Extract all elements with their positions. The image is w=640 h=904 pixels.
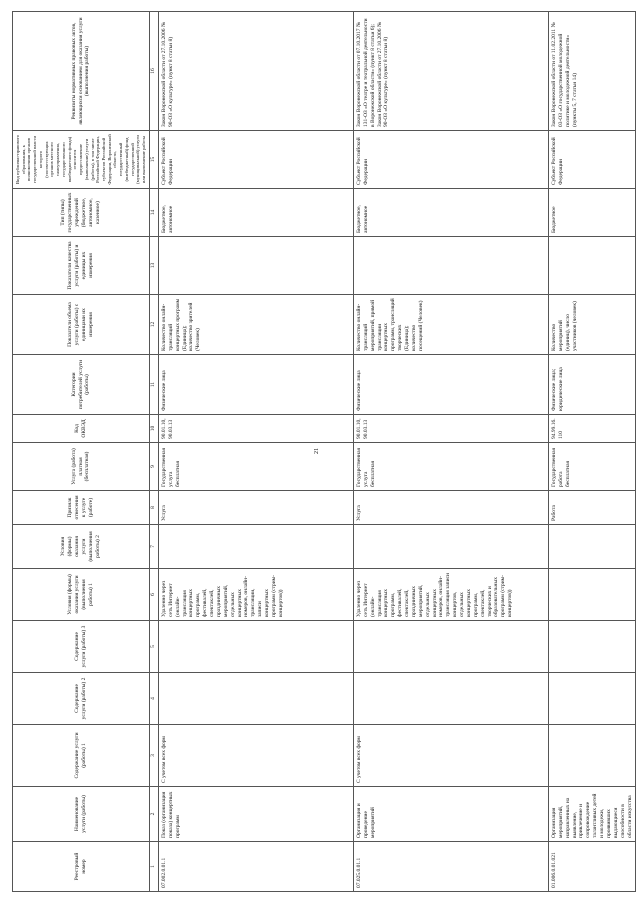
content-2 [353,673,548,725]
service-type: Работа [548,491,636,525]
consumer-category: Физические лица; юридические лица [548,355,636,415]
column-number: 3 [149,725,158,787]
column-number: 10 [149,415,158,443]
header-cell: Наименование услуги (работы) [13,787,150,842]
header-row [13,12,150,892]
column-number: 15 [149,131,158,189]
volume-indicators: Количество онлайн-трансляций концертных программ (Единица); количество зрителей (Человек) [158,295,353,355]
header-cell: Показатели объема услуги (работы) с единицами их измерения [13,295,150,355]
content-1 [548,725,636,787]
consumer-category: Физические лица [353,355,548,415]
condition-1 [548,569,636,621]
registry-number: 07.025.0.01.1 [353,842,548,892]
header-cell: Содержание услуги (работы) 1 [13,725,150,787]
legal-basis: Закон Воронежской области от 27.10.2006 № 90-ОЗ «О культуре» (пункт 8 статьи 8) [158,12,353,131]
table-row [353,12,548,892]
header-cell: Реестровый номер [13,842,150,892]
column-number: 9 [149,443,158,491]
column-number: 11 [149,355,158,415]
condition-1: Удаленно через сеть Интернет (онлайн-трансляция концертных программ, фестивалей, спектаклей, праздничных мероприятий, отдельных концертных номеров, онлайн-трансляции, записи концертных программ (стрим-концертов)) [158,569,353,621]
content-1: С учетом всех форм [158,725,353,787]
condition-2 [548,525,636,569]
condition-1: Удаленно через сеть Интернет (онлайн-трансляция концертных программ, фестивалей, спектаклей, праздничных мероприятий, отдельных концертных номеров, онлайн-трансляция записи концертов, отдельных концертных программ, спектаклей, творческих и образовательных программ (стрим-концертов)) [353,569,548,621]
column-number: 1 [149,842,158,892]
landscape-table-container [12,12,633,892]
condition-2 [158,525,353,569]
paid-free: Государственная работа бесплатная [548,443,636,491]
column-number: 5 [149,621,158,673]
service-name: Организация мероприятий, направленных на выявление, привлечение и сопровождение талантливых детей и молодежи, проявивших выдающиеся способности в области искусства [548,787,636,842]
header-cell: Показатели качества услуги (работы) и единицы их измерения [13,237,150,295]
page-number: 21 [314,448,320,454]
paid-free: Государственная услуга бесплатная [353,443,548,491]
registry-number: 01.006.0.01.021 [548,842,636,892]
header-cell: Содержание услуги (работы) 2 [13,673,150,725]
content-2 [548,673,636,725]
header-cell: Тип (типы) государственных учреждений (бюджетное, автономное, казенное) [13,189,150,237]
header-cell: Вид публично-правового образования, к полномочиям органов государственной власти которого (соответствующих органов местного самоуправления, государственного внебюджетного фонда) относится предоставление (выполнение) услуги (работы), в том числе Российской Федерации, субъектов Российской Федерации, Воронежской области, государственный (внебюджетный) фонд государственной (муниципальной) услуги или выполнение работы [13,131,150,189]
paid-free: Государственная услуга бесплатная [158,443,353,491]
column-number: 14 [149,189,158,237]
volume-indicators: Количество мероприятий (единиц), число участников (человек) [548,295,636,355]
consumer-category: Физические лица [158,355,353,415]
table-row [548,12,636,892]
authority-level: Субъект Российской Федерации [353,131,548,189]
column-number-row [149,12,158,892]
header-cell: Код ОКВЭД [13,415,150,443]
header-cell: Условия (формы) оказания услуги (выполнения работы) 2 [13,525,150,569]
service-name: Показ (организация показа) концертных программ [158,787,353,842]
header-cell: Содержание услуги (работы) 3 [13,621,150,673]
institution-type: Бюджетное, автономное [353,189,548,237]
quality-indicators [353,237,548,295]
registry-number: 07.002.0.01.1 [158,842,353,892]
column-number: 13 [149,237,158,295]
column-number: 6 [149,569,158,621]
content-3 [548,621,636,673]
institution-type: Бюджетное [548,189,636,237]
column-number: 2 [149,787,158,842]
column-number: 7 [149,525,158,569]
header-cell: Услуга (работа) платная (бесплатная) [13,443,150,491]
column-number: 16 [149,12,158,131]
legal-basis: Закон Воронежской области от 07.10.2017 № 131-ОЗ «О театре и театральной деятельности в Воронежской области» (пункт 8 статьи 6); Закон Воронежской области от 27.10.2006 № 90-ОЗ «О культуре» (пункт 8 статьи 8) [353,12,548,131]
service-name: Организация и проведение мероприятий [353,787,548,842]
authority-level: Субъект Российской Федерации [158,131,353,189]
content-2 [158,673,353,725]
table-row [158,12,353,892]
volume-indicators: Количество онлайн-трансляций мероприятий, прямой трансляции концертных программ, трансляций творческих (Единица); количество посещений (Человек) [353,295,548,355]
column-number: 12 [149,295,158,355]
service-type: Услуга [158,491,353,525]
content-3 [158,621,353,673]
service-type: Услуга [353,491,548,525]
content-1: С учетом всех форм [353,725,548,787]
institution-type: Бюджетное, автономное [158,189,353,237]
okved-code: 90.01.10, 90.03.13 [158,415,353,443]
legal-basis: Закон Воронежской области от 11.02.2011 № 03-ОЗ «О государственной молодежной политике и молодежной деятельности» (пункты 5, 7 статьи 14) [548,12,636,131]
header-cell: Реквизиты нормативных правовых актов, являющихся основанием для оказания услуги (выполнения работы) [13,12,150,131]
header-cell: Признак отнесения к услуге (работе) [13,491,150,525]
header-cell: Условия (формы) оказания услуги (выполнения работы) 1 [13,569,150,621]
column-number: 8 [149,491,158,525]
authority-level: Субъект Российской Федерации [548,131,636,189]
quality-indicators [548,237,636,295]
services-table [12,11,636,892]
quality-indicators [158,237,353,295]
condition-2 [353,525,548,569]
okved-code: 90.01.10, 90.03.13 [353,415,548,443]
okved-code: 94.99.16.110 [548,415,636,443]
header-cell: Категории потребителей услуги (работы) [13,355,150,415]
content-3 [353,621,548,673]
column-number: 4 [149,673,158,725]
